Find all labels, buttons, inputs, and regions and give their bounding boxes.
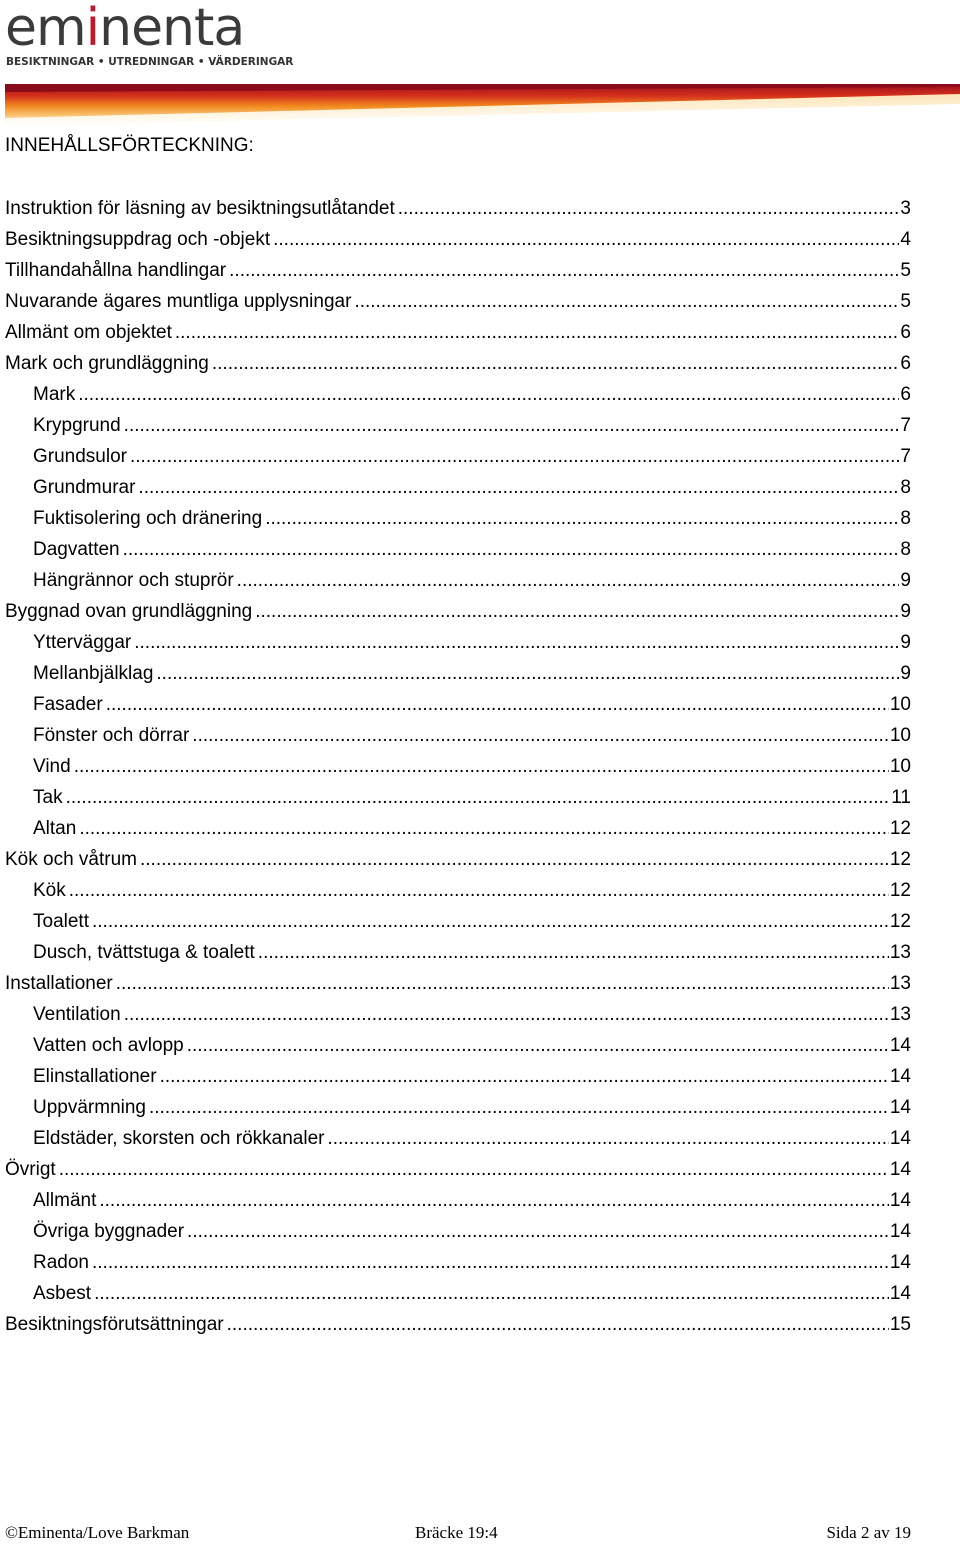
toc-entry-title: Tillhandahållna handlingar xyxy=(5,260,227,281)
toc-dot-leader xyxy=(273,224,899,255)
toc-entry[interactable] xyxy=(5,472,911,503)
toc-entry[interactable] xyxy=(5,224,911,255)
toc-entry[interactable] xyxy=(5,503,911,534)
toc-entry-page: 3 xyxy=(900,198,911,219)
toc-entry[interactable] xyxy=(5,255,911,286)
toc-dot-leader xyxy=(106,689,889,720)
toc-dot-leader xyxy=(227,1309,889,1340)
toc-entry[interactable] xyxy=(5,286,911,317)
table-of-contents xyxy=(5,193,911,1340)
toc-entry-page: 14 xyxy=(889,1066,911,1087)
toc-entry-page: 14 xyxy=(889,1221,911,1242)
toc-dot-leader xyxy=(92,906,889,937)
toc-entry-title: Grundsulor xyxy=(33,446,127,467)
toc-dot-leader xyxy=(229,255,899,286)
footer-page-number: Sida 2 av 19 xyxy=(826,1523,911,1542)
toc-entry-title: Hängrännor och stuprör xyxy=(33,570,234,591)
toc-entry-page: 7 xyxy=(900,446,911,467)
toc-dot-leader xyxy=(212,348,900,379)
toc-entry[interactable] xyxy=(5,596,911,627)
toc-dot-leader xyxy=(116,968,889,999)
toc-entry-page: 13 xyxy=(889,942,911,963)
toc-entry[interactable] xyxy=(5,813,911,844)
toc-dot-leader xyxy=(140,844,889,875)
toc-entry[interactable] xyxy=(5,627,911,658)
toc-dot-leader xyxy=(79,813,889,844)
toc-dot-leader xyxy=(237,565,900,596)
toc-dot-leader xyxy=(138,472,899,503)
toc-dot-leader xyxy=(328,1123,889,1154)
toc-entry-title: Fuktisolering och dränering xyxy=(33,508,263,529)
toc-entry-page: 14 xyxy=(889,1159,911,1180)
toc-entry-title: Nuvarande ägares muntliga upplysningar xyxy=(5,291,352,312)
toc-entry-page: 13 xyxy=(889,973,911,994)
toc-entry-page: 12 xyxy=(889,849,911,870)
toc-entry-page: 10 xyxy=(889,756,911,777)
toc-entry-title: Ventilation xyxy=(33,1004,121,1025)
header-banner xyxy=(5,84,960,126)
toc-entry[interactable] xyxy=(5,937,911,968)
toc-entry[interactable] xyxy=(5,906,911,937)
toc-entry-title: Elinstallationer xyxy=(33,1066,157,1087)
toc-entry-page: 10 xyxy=(889,694,911,715)
toc-entry-title: Allmänt xyxy=(33,1190,97,1211)
toc-entry-title: Vind xyxy=(33,756,71,777)
toc-entry-page: 14 xyxy=(889,1128,911,1149)
toc-entry-page: 6 xyxy=(900,322,911,343)
toc-entry-page: 8 xyxy=(900,508,911,529)
toc-entry-title: Altan xyxy=(33,818,77,839)
toc-entry[interactable] xyxy=(5,410,911,441)
eminenta-logo xyxy=(5,0,294,72)
toc-dot-leader xyxy=(69,875,889,906)
toc-dot-leader xyxy=(265,503,899,534)
toc-dot-leader xyxy=(258,937,889,968)
toc-entry[interactable] xyxy=(5,999,911,1030)
toc-dot-leader xyxy=(124,999,889,1030)
toc-entry-title: Uppvärmning xyxy=(33,1097,146,1118)
toc-entry[interactable] xyxy=(5,844,911,875)
toc-entry-title: Toalett xyxy=(33,911,89,932)
toc-dot-leader xyxy=(74,751,889,782)
toc-entry[interactable] xyxy=(5,1216,911,1247)
toc-entry-page: 5 xyxy=(900,260,911,281)
toc-dot-leader xyxy=(160,1061,889,1092)
toc-entry[interactable] xyxy=(5,658,911,689)
footer-copyright: ©Eminenta/Love Barkman xyxy=(5,1523,190,1542)
toc-entry-page: 9 xyxy=(900,570,911,591)
toc-entry[interactable] xyxy=(5,968,911,999)
toc-entry-page: 14 xyxy=(889,1035,911,1056)
toc-entry-title: Besiktningsuppdrag och -objekt xyxy=(5,229,271,250)
toc-entry[interactable] xyxy=(5,441,911,472)
toc-dot-leader xyxy=(255,596,899,627)
toc-entry[interactable] xyxy=(5,193,911,224)
toc-entry[interactable] xyxy=(5,1247,911,1278)
toc-entry[interactable] xyxy=(5,1278,911,1309)
logo-wordmark-part-em: em xyxy=(5,0,86,58)
toc-entry-page: 5 xyxy=(900,291,911,312)
toc-entry-page: 10 xyxy=(889,725,911,746)
toc-entry-page: 14 xyxy=(889,1252,911,1273)
toc-dot-leader xyxy=(134,627,899,658)
toc-entry-title: Asbest xyxy=(33,1283,92,1304)
toc-entry-page: 12 xyxy=(889,818,911,839)
toc-dot-leader xyxy=(99,1185,889,1216)
toc-entry[interactable] xyxy=(5,1309,911,1340)
toc-dot-leader xyxy=(66,782,891,813)
toc-entry-title: Övriga byggnader xyxy=(33,1221,185,1242)
toc-entry-title: Fönster och dörrar xyxy=(33,725,190,746)
toc-entry[interactable] xyxy=(5,1154,911,1185)
toc-entry-page: 9 xyxy=(900,632,911,653)
toc-entry-page: 14 xyxy=(889,1190,911,1211)
toc-entry[interactable] xyxy=(5,1061,911,1092)
toc-dot-leader xyxy=(130,441,899,472)
toc-entry-page: 12 xyxy=(889,880,911,901)
toc-entry-page: 12 xyxy=(889,911,911,932)
toc-entry-page: 15 xyxy=(889,1314,911,1335)
toc-entry-title: Instruktion för läsning av besiktningsutlåtandet xyxy=(5,198,395,219)
toc-entry[interactable] xyxy=(5,1030,911,1061)
toc-entry-title: Ytterväggar xyxy=(33,632,132,653)
toc-entry-page: 6 xyxy=(900,384,911,405)
toc-dot-leader xyxy=(123,534,900,565)
toc-entry-title: Eldstäder, skorsten och rökkanaler xyxy=(33,1128,325,1149)
toc-entry[interactable] xyxy=(5,1185,911,1216)
logo-wordmark xyxy=(5,0,245,58)
toc-entry-title: Grundmurar xyxy=(33,477,136,498)
toc-dot-leader xyxy=(354,286,899,317)
toc-entry-title: Vatten och avlopp xyxy=(33,1035,184,1056)
toc-entry[interactable] xyxy=(5,565,911,596)
toc-entry-page: 9 xyxy=(900,663,911,684)
toc-dot-leader xyxy=(156,658,899,689)
toc-entry-title: Mellanbjälklag xyxy=(33,663,154,684)
toc-heading: INNEHÅLLSFÖRTECKNING: xyxy=(5,135,254,156)
toc-entry-page: 14 xyxy=(889,1097,911,1118)
toc-dot-leader xyxy=(187,1216,889,1247)
toc-entry-page: 8 xyxy=(900,539,911,560)
toc-entry-page: 9 xyxy=(900,601,911,622)
toc-entry[interactable] xyxy=(5,379,911,410)
toc-dot-leader xyxy=(398,193,900,224)
toc-entry-title: Dusch, tvättstuga & toalett xyxy=(33,942,255,963)
toc-dot-leader xyxy=(175,317,900,348)
toc-entry[interactable] xyxy=(5,782,911,813)
toc-entry-page: 4 xyxy=(900,229,911,250)
footer-property: Bräcke 19:4 xyxy=(415,1523,498,1542)
logo-wordmark-accent-i: i xyxy=(85,0,100,58)
logo-wordmark-part-nenta: nenta xyxy=(99,0,245,58)
toc-entry[interactable] xyxy=(5,720,911,751)
toc-entry-title: Kök xyxy=(33,880,66,901)
toc-dot-leader xyxy=(149,1092,889,1123)
toc-entry-page: 8 xyxy=(900,477,911,498)
page-footer xyxy=(5,1522,911,1544)
toc-entry-title: Besiktningsförutsättningar xyxy=(5,1314,224,1335)
toc-entry-title: Tak xyxy=(33,787,63,808)
toc-dot-leader xyxy=(92,1247,889,1278)
toc-entry-title: Allmänt om objektet xyxy=(5,322,172,343)
toc-entry-page: 7 xyxy=(900,415,911,436)
toc-entry-page: 11 xyxy=(891,787,911,808)
toc-dot-leader xyxy=(78,379,899,410)
toc-dot-leader xyxy=(94,1278,889,1309)
toc-dot-leader xyxy=(187,1030,889,1061)
toc-entry-title: Övrigt xyxy=(5,1159,56,1180)
toc-dot-leader xyxy=(192,720,889,751)
toc-entry-title: Krypgrund xyxy=(33,415,121,436)
toc-dot-leader xyxy=(124,410,900,441)
toc-entry[interactable] xyxy=(5,534,911,565)
toc-dot-leader xyxy=(59,1154,889,1185)
toc-entry[interactable] xyxy=(5,751,911,782)
logo-tagline: BESIKTNINGAR • UTREDNINGAR • VÄRDERINGAR xyxy=(6,56,294,68)
toc-entry-page: 6 xyxy=(900,353,911,374)
toc-entry[interactable] xyxy=(5,348,911,379)
toc-entry-title: Mark och grundläggning xyxy=(5,353,209,374)
toc-entry[interactable] xyxy=(5,1092,911,1123)
toc-entry[interactable] xyxy=(5,317,911,348)
toc-entry[interactable] xyxy=(5,689,911,720)
toc-entry[interactable] xyxy=(5,875,911,906)
toc-entry-title: Installationer xyxy=(5,973,113,994)
toc-entry-page: 14 xyxy=(889,1283,911,1304)
toc-entry-title: Mark xyxy=(33,384,76,405)
toc-entry-title: Kök och våtrum xyxy=(5,849,137,870)
toc-entry-title: Byggnad ovan grundläggning xyxy=(5,601,253,622)
toc-entry-title: Radon xyxy=(33,1252,89,1273)
toc-entry[interactable] xyxy=(5,1123,911,1154)
toc-entry-title: Dagvatten xyxy=(33,539,120,560)
toc-entry-title: Fasader xyxy=(33,694,103,715)
toc-entry-page: 13 xyxy=(889,1004,911,1025)
